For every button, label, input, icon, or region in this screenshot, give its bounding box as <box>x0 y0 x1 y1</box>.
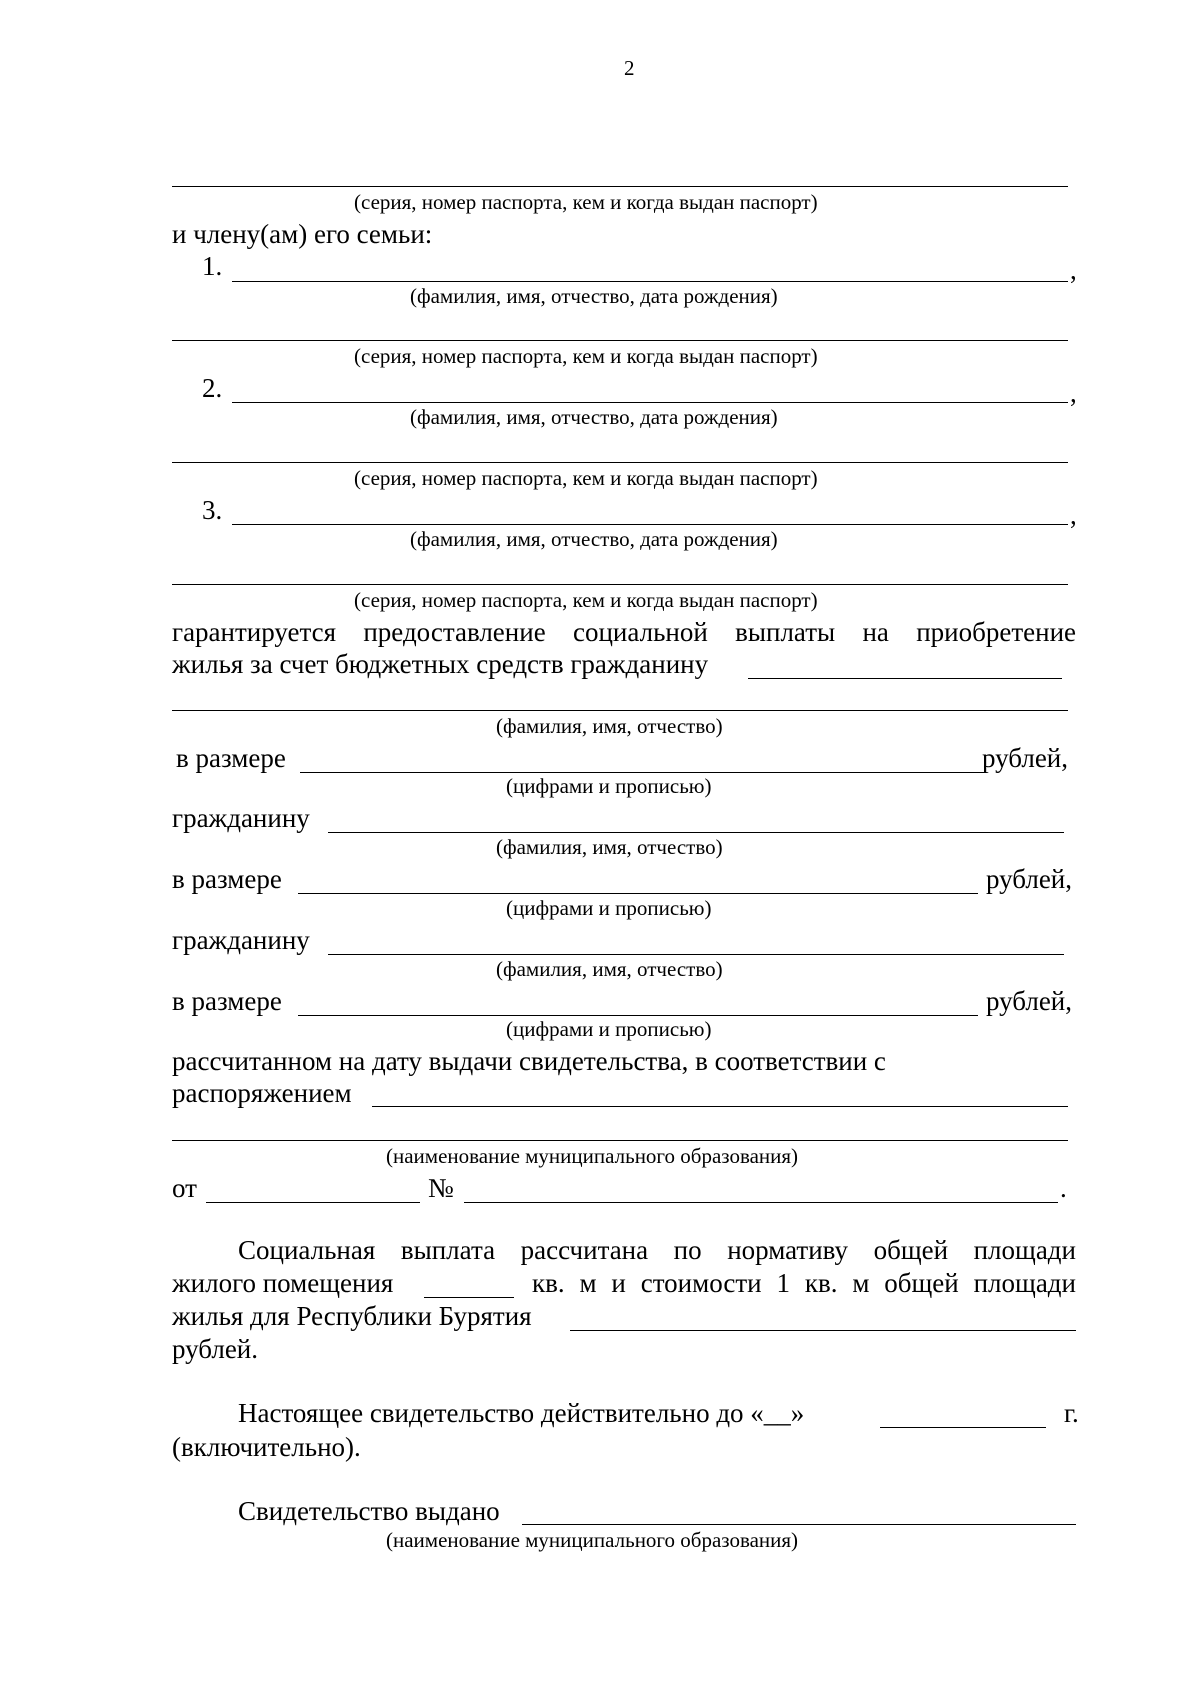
page-number: 2 <box>624 56 635 80</box>
guarantee-line-1: гарантируется предоставление социальной выплаты на приобретение <box>172 617 1076 647</box>
amount-line-2[interactable] <box>298 893 978 894</box>
caption-fio: (фамилия, имя, отчество) <box>496 957 723 981</box>
order-number-line[interactable] <box>464 1202 1058 1203</box>
amount-line-3[interactable] <box>298 1015 978 1016</box>
caption-municipality: (наименование муниципального образования) <box>386 1144 799 1168</box>
in-amount-label: в размере <box>172 986 282 1016</box>
family-member-1-passport-line[interactable] <box>172 340 1068 341</box>
amount-line-1[interactable] <box>300 772 984 773</box>
family-member-2-passport-line[interactable] <box>172 462 1068 463</box>
validity-year: г. <box>1064 1398 1079 1428</box>
calculated-line-2: распоряжением <box>172 1078 352 1108</box>
norm-line-2b: кв. м и стоимости 1 кв. м общей площади <box>532 1268 1076 1298</box>
caption-passport: (серия, номер паспорта, кем и когда выдан паспорт) <box>354 190 818 214</box>
family-member-number: 2. <box>202 373 223 403</box>
guarantee-citizen-line-2[interactable] <box>172 710 1068 711</box>
caption-amount: (цифрами и прописью) <box>506 896 712 920</box>
passport-line-applicant[interactable] <box>172 186 1068 187</box>
area-line[interactable] <box>424 1297 514 1298</box>
caption-amount: (цифрами и прописью) <box>506 1017 712 1041</box>
caption-passport: (серия, номер паспорта, кем и когда выдан паспорт) <box>354 588 818 612</box>
in-amount-label: в размере <box>172 864 282 894</box>
caption-fio: (фамилия, имя, отчество) <box>496 835 723 859</box>
caption-fio-dob: (фамилия, имя, отчество, дата рождения) <box>410 284 778 308</box>
order-line[interactable] <box>372 1106 1068 1107</box>
caption-fio-dob: (фамилия, имя, отчество, дата рождения) <box>410 527 778 551</box>
validity-date-line[interactable] <box>880 1427 1046 1428</box>
norm-line-1: Социальная выплата рассчитана по нормативу общей площади <box>238 1235 1076 1265</box>
family-intro: и члену(ам) его семьи: <box>172 219 433 249</box>
family-member-3-name-line[interactable] <box>232 524 1068 525</box>
family-member-2-name-line[interactable] <box>232 402 1068 403</box>
issued-text: Свидетельство выдано <box>238 1496 500 1526</box>
calculated-line-1: рассчитанном на дату выдачи свидетельства, в соответствии с <box>172 1046 886 1076</box>
norm-line-2a: жилого помещения <box>172 1268 394 1298</box>
citizen-line-2[interactable] <box>328 832 1064 833</box>
to-citizen-label: гражданину <box>172 925 310 955</box>
order-date-line[interactable] <box>206 1202 420 1203</box>
cost-line[interactable] <box>570 1330 1076 1331</box>
validity-text: Настоящее свидетельство действительно до «__» <box>238 1398 805 1428</box>
order-number-sign: № <box>428 1173 454 1203</box>
guarantee-line-2: жилья за счет бюджетных средств гражданину <box>172 649 709 679</box>
caption-fio: (фамилия, имя, отчество) <box>496 714 723 738</box>
order-line-2[interactable] <box>172 1140 1068 1141</box>
caption-passport: (серия, номер паспорта, кем и когда выдан паспорт) <box>354 344 818 368</box>
family-member-comma: , <box>1070 255 1077 285</box>
family-member-comma: , <box>1070 378 1077 408</box>
family-member-number: 3. <box>202 495 223 525</box>
issued-line[interactable] <box>522 1524 1076 1525</box>
rubles-label: рублей, <box>986 986 1073 1016</box>
caption-fio-dob: (фамилия, имя, отчество, дата рождения) <box>410 405 778 429</box>
guarantee-citizen-line[interactable] <box>748 678 1062 679</box>
caption-passport: (серия, номер паспорта, кем и когда выдан паспорт) <box>354 466 818 490</box>
norm-line-4: рублей. <box>172 1334 259 1364</box>
family-member-number: 1. <box>202 251 223 281</box>
order-period: . <box>1060 1173 1067 1203</box>
citizen-line-3[interactable] <box>328 954 1064 955</box>
order-from-label: от <box>172 1173 197 1203</box>
norm-line-3: жилья для Республики Бурятия <box>172 1301 532 1331</box>
family-member-3-passport-line[interactable] <box>172 584 1068 585</box>
to-citizen-label: гражданину <box>172 803 310 833</box>
rubles-label: рублей, <box>986 864 1073 894</box>
rubles-label: рублей, <box>982 743 1069 773</box>
caption-amount: (цифрами и прописью) <box>506 774 712 798</box>
family-member-comma: , <box>1070 500 1077 530</box>
in-amount-label: в размере <box>176 743 286 773</box>
validity-inclusive: (включительно). <box>172 1432 361 1462</box>
family-member-1-name-line[interactable] <box>232 281 1068 282</box>
caption-municipality: (наименование муниципального образования) <box>386 1528 799 1552</box>
